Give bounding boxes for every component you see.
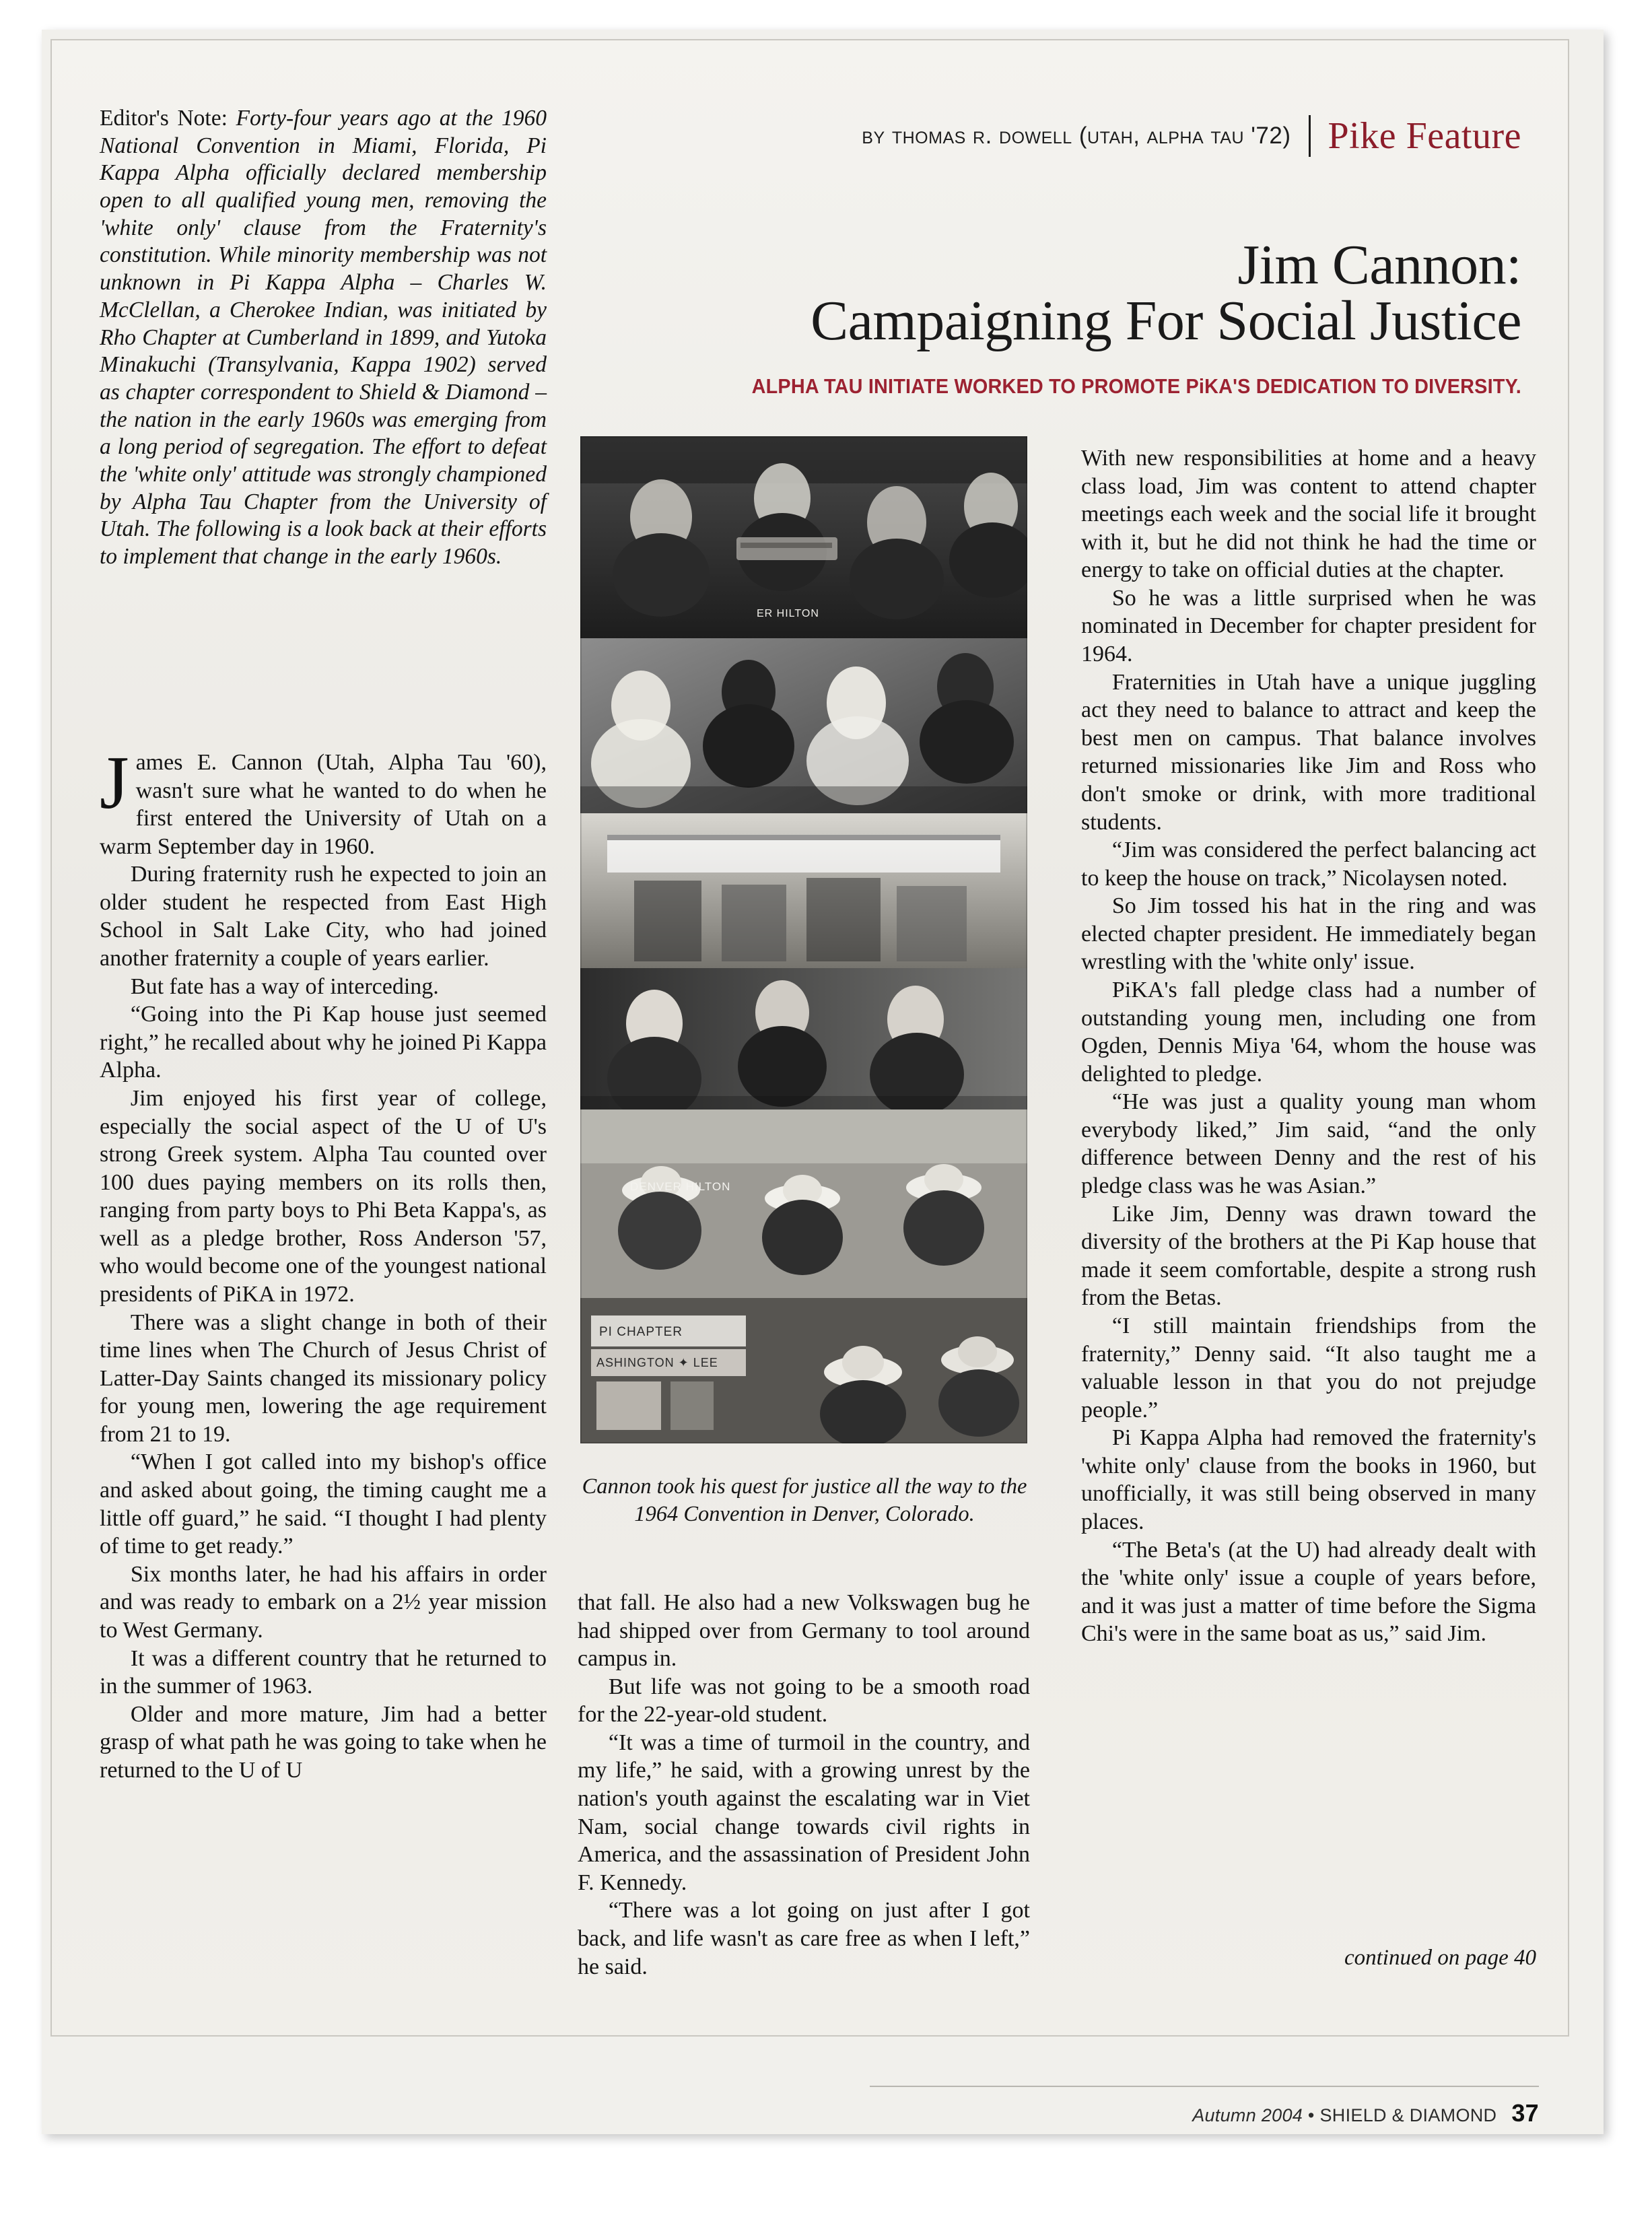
photo-collage-illustration [580,436,1027,1443]
paragraph: “The Beta's (at the U) had already dealt with the 'white only' issue a couple of years before, and it was just a matter of time before the Sigma Chi's were in the same boat as us,” said Jim. [1081,1537,1536,1647]
paragraph: Six months later, he had his affairs in order and was ready to embark on a 2½ year mission to West Germany. [100,1561,547,1643]
paragraph: Fraternities in Utah have a unique juggling act they need to balance to attract and keep the best men on campus. That balance involves returned missionaries like Jim and Ross who don't smoke or drink, with more traditional students. [1081,669,1536,835]
paragraph: “Going into the Pi Kap house just seemed right,” he recalled about why he joined Pi Kappa Alpha. [100,1002,547,1083]
editors-note-body: Forty-four years ago at the 1960 National Convention in Miami, Florida, Pi Kappa Alpha officially declared membership open to all qualified young men, removing the 'white only' clause from the Fraternity's constitution. While minority membership was not unknown in Pi Kappa Alpha – Charles W. McClellan, a Cherokee Indian, was initiated by Rho Chapter at Cumberland in 1899, and Yutoka Minakuchi (Transylvania, Kappa 1902) served as chapter correspondent to Shield & Diamond – the nation in the early 1960s was emerging from a long period of segregation. The effort to defeat the 'white only' attitude was strongly championed by Alpha Tau Chapter from the University of Utah. The following is a look back at their efforts to implement that change in the early 1960s. [100,106,547,569]
paragraph: Like Jim, Denny was drawn toward the diversity of the brothers at the Pi Kap house that made it seem comfortable, despite a strong rush from the Betas. [1081,1201,1536,1311]
paragraph [100,741,547,860]
editors-note [100,105,547,571]
footer-publication: SHIELD & DIAMOND [1319,2105,1497,2125]
headline-deck: ALPHA TAU INITIATE WORKED TO PROMOTE PiKA'S DEDICATION TO DIVERSITY. [751,374,1521,398]
svg-text:PI CHAPTER: PI CHAPTER [599,1325,683,1339]
paragraph: Pi Kappa Alpha had removed the fraternity's 'white only' clause from the books in 1960, but unofficially, it was still being observed in many places. [1081,1425,1536,1534]
svg-text:DENVER HILTON: DENVER HILTON [630,1180,731,1193]
paragraph: During fraternity rush he expected to join an older student he respected from East High School in Salt Lake City, who had joined another fraternity a couple of years earlier. [100,862,547,971]
paragraph: Jim enjoyed his first year of college, especially the social aspect of the U of U's strong Greek system. Alpha Tau counted over 100 dues paying members on its rolls then, ranging from party boys to Phi Beta Kappa's, as well as a pledge brother, Ross Anderson '57, who would become one of the youngest national presidents of PiKA in 1972. [100,1085,547,1307]
paragraph: that fall. He also had a new Volkswagen bug he had shipped over from Germany to tool around campus in. [578,1590,1030,1672]
page-footer [870,2099,1539,2127]
svg-text:ER HILTON: ER HILTON [757,608,819,619]
paragraph: Older and more mature, Jim had a better grasp of what path he was going to take when he returned to the U of U [100,1701,547,1783]
byline-author: thomas r. dowell [891,123,1072,149]
body-column-left [100,741,547,1784]
paragraph: “When I got called into my bishop's office and asked about going, the timing caught me a little off guard,” he said. “I thought I had plenty of time to get ready.” [100,1449,547,1559]
editors-note-label: Editor's Note: [100,106,228,131]
page-number: 37 [1511,2099,1539,2127]
byline-row [579,114,1521,158]
paragraph: But life was not going to be a smooth road for the 22-year-old student. [578,1674,1030,1728]
svg-text:ASHINGTON ✦ LEE: ASHINGTON ✦ LEE [596,1356,718,1369]
byline [862,123,1290,149]
byline-prefix: by [862,123,885,149]
paragraph: PiKA's fall pledge class had a number of outstanding young men, including one from Ogden, Dennis Miya '64, whom the house was delighted to pledge. [1081,977,1536,1087]
paragraph: “It was a time of turmoil in the country, and my life,” he said, with a growing unrest by the nation's youth against the escalating war in Viet Nam, social change towards civil rights in America, and the assassination of President John F. Kennedy. [578,1730,1030,1895]
drop-cap: J [100,741,129,825]
page-title [471,234,1521,353]
paragraph: “He was just a quality young man whom everybody liked,” Jim said, “and the only difference between Denny and the rest of his pledge class was he was Asian.” [1081,1089,1536,1199]
paragraph: With new responsibilities at home and a heavy class load, Jim was content to attend chapter meetings each week and the social life it brought with it, but he did not think he had the time or energy to take on official duties at the chapter. [1081,446,1536,583]
byline-affiliation: (utah, alpha tau '72) [1078,123,1291,149]
headline-line-1: Jim Cannon: [1237,234,1521,296]
paragraph: It was a different country that he returned to in the summer of 1963. [100,1645,547,1699]
photo-caption: Cannon took his quest for justice all the way to the 1964 Convention in Denver, Colorado. [582,1474,1027,1526]
body-column-middle [578,1589,1030,1981]
footer-issue [1192,2105,1496,2126]
headline-line-2: Campaigning For Social Justice [811,289,1521,353]
continued-note: continued on page 40 [1344,1946,1536,1970]
body-column-right [1081,444,1536,1648]
paragraph: But fate has a way of interceding. [130,973,439,999]
editors-note-paragraph [100,105,547,571]
footer-separator: • [1307,2105,1315,2125]
article-photo [580,436,1027,1443]
section-label: Pike Feature [1328,115,1521,157]
paragraph: “I still maintain friendships from the fraternity,” Denny said. “It also taught me a valuable lesson in that you do not prejudge people.” [1081,1313,1536,1423]
paragraph: So he was a little surprised when he was nominated in December for chapter president for 1964. [1081,585,1536,667]
paragraph: “Jim was considered the perfect balancing act to keep the house on track,” Nicolaysen noted. [1081,838,1536,891]
paragraph: So Jim tossed his hat in the ring and was elected chapter president. He immediately began wrestling with the 'white only' issue. [1081,893,1536,975]
footer-issue-date: Autumn 2004 [1192,2105,1303,2125]
paragraph: “There was a lot going on just after I got back, and life wasn't as care free as when I left,” he said. [578,1898,1030,1979]
vertical-divider [1309,115,1311,157]
paragraph: There was a slight change in both of their time lines when The Church of Jesus Christ of Latter-Day Saints changed its missionary policy for young men, lowering the age requirement from 21 to 19. [100,1309,547,1447]
paragraph-text: ames E. Cannon (Utah, Alpha Tau '60), wasn't sure what he wanted to do when he first entered the University of Utah on a warm September day in 1960. [100,750,547,859]
footer-divider [870,2086,1539,2087]
